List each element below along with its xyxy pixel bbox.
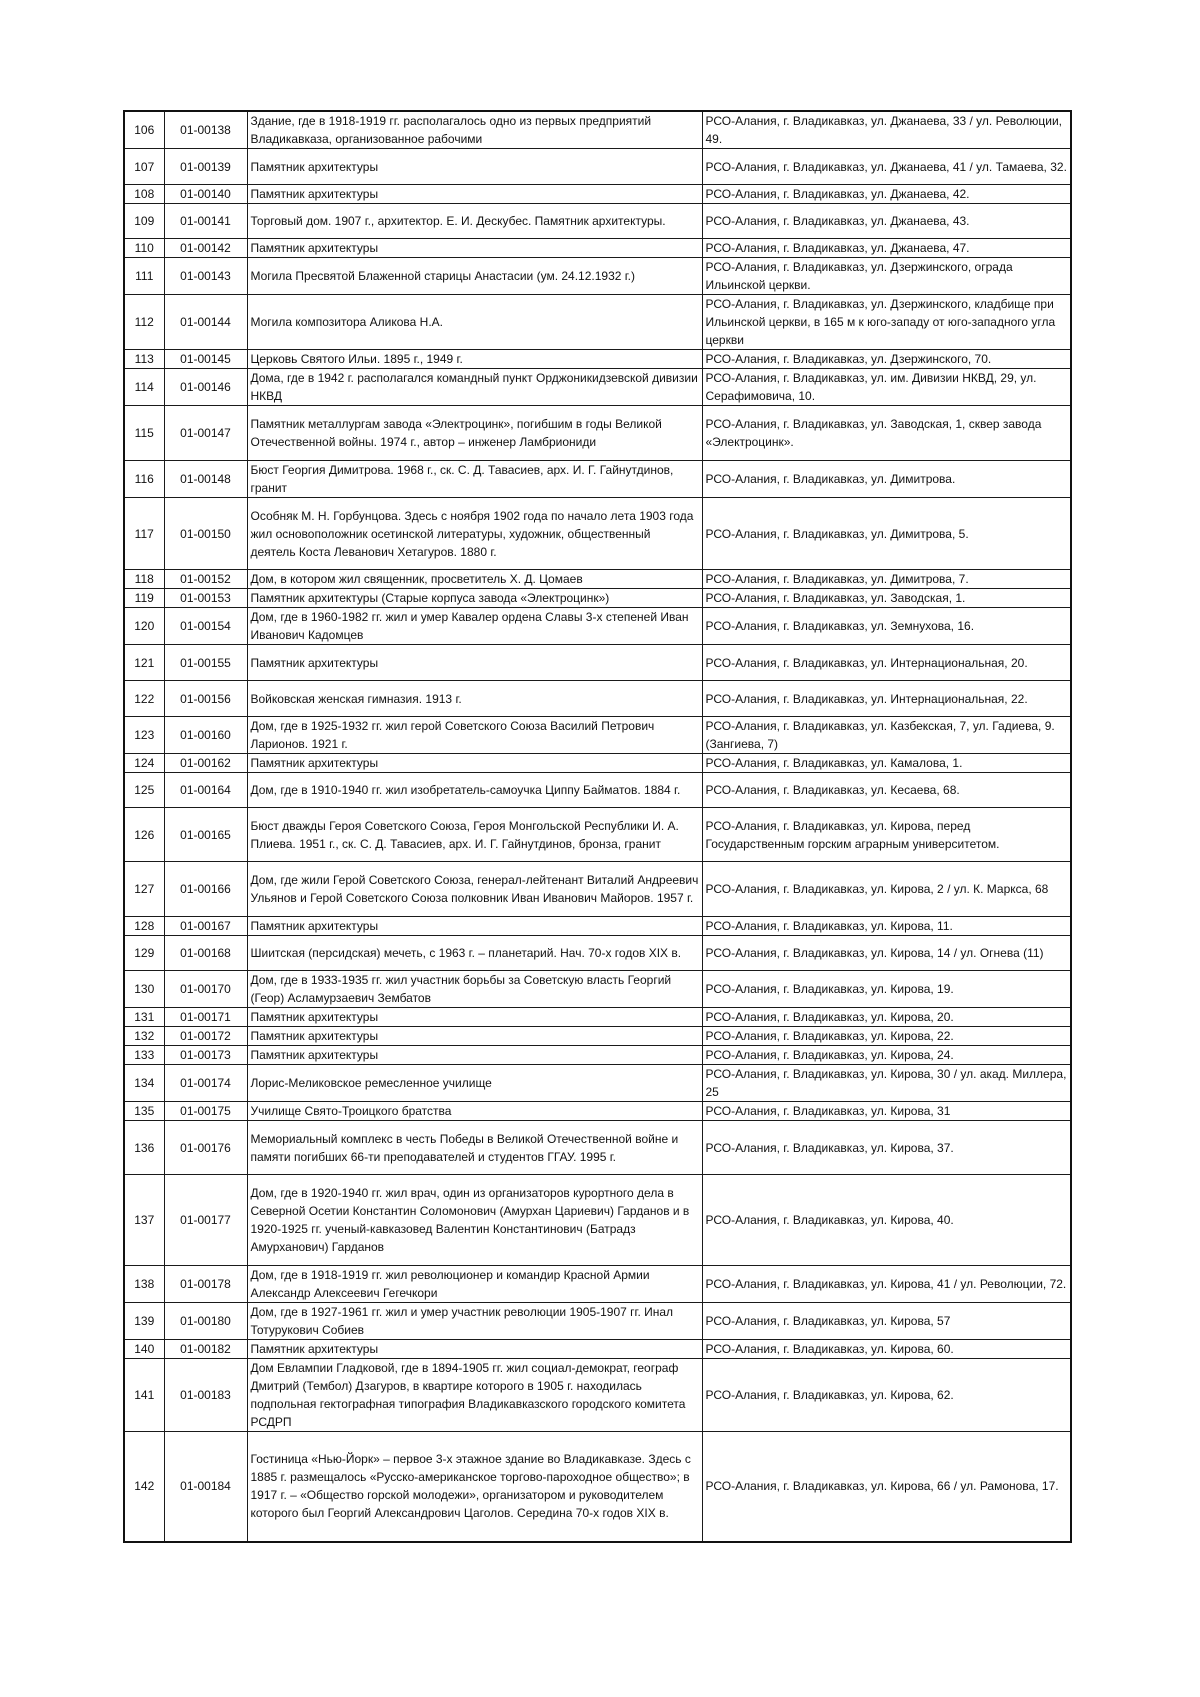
object-description-cell: Памятник архитектуры (247, 917, 702, 936)
row-number-cell: 137 (124, 1175, 164, 1266)
table-row (124, 406, 1071, 461)
object-description-cell: Памятник архитектуры (247, 149, 702, 185)
row-number-cell: 120 (124, 608, 164, 645)
table-row (124, 589, 1071, 608)
object-description-cell: Могила композитора Аликова Н.А. (247, 295, 702, 350)
object-address-cell: РСО-Алания, г. Владикавказ, ул. Заводская, 1. (702, 589, 1071, 608)
registry-code-cell: 01-00164 (164, 773, 247, 808)
table-row (124, 111, 1071, 149)
object-address-cell: РСО-Алания, г. Владикавказ, ул. Джанаева, 42. (702, 185, 1071, 204)
row-number-cell: 108 (124, 185, 164, 204)
table-row (124, 1121, 1071, 1175)
object-description-cell: Здание, где в 1918-1919 гг. располагалось одно из первых предприятий Владикавказа, организованное рабочими (247, 111, 702, 149)
row-number-cell: 107 (124, 149, 164, 185)
row-number-cell: 115 (124, 406, 164, 461)
row-number-cell: 130 (124, 971, 164, 1008)
object-description-cell: Мемориальный комплекс в честь Победы в Великой Отечественной войне и памяти погибших 66-ти преподавателей и студентов ГГАУ. 1995 г. (247, 1121, 702, 1175)
object-address-cell: РСО-Алания, г. Владикавказ, ул. Димитрова, 7. (702, 570, 1071, 589)
object-address-cell: РСО-Алания, г. Владикавказ, ул. Дзержинского, кладбище при Ильинской церкви, в 165 м к юго-западу от юго-западного угла церкви (702, 295, 1071, 350)
row-number-cell: 126 (124, 808, 164, 862)
object-description-cell: Дом, где в 1933-1935 гг. жил участник борьбы за Советскую власть Георгий (Геор) Асламурзаевич Зембатов (247, 971, 702, 1008)
table-row (124, 1027, 1071, 1046)
table-row (124, 258, 1071, 295)
registry-code-cell: 01-00170 (164, 971, 247, 1008)
registry-code-cell: 01-00173 (164, 1046, 247, 1065)
object-description-cell: Дом, где жили Герой Советского Союза, генерал-лейтенант Виталий Андреевич Ульянов и Герой Советского Союза полковник Иван Иванович Майоров. 1957 г. (247, 862, 702, 917)
object-address-cell: РСО-Алания, г. Владикавказ, ул. Кирова, 20. (702, 1008, 1071, 1027)
object-address-cell: РСО-Алания, г. Владикавказ, ул. Интернациональная, 20. (702, 645, 1071, 681)
object-description-cell: Дом, где в 1918-1919 гг. жил революционер и командир Красной Армии Александр Алексеевич Гегечкори (247, 1266, 702, 1303)
row-number-cell: 129 (124, 936, 164, 971)
registry-code-cell: 01-00138 (164, 111, 247, 149)
registry-code-cell: 01-00140 (164, 185, 247, 204)
object-description-cell: Дома, где в 1942 г. располагался командный пункт Орджоникидзевской дивизии НКВД (247, 369, 702, 406)
table-row (124, 917, 1071, 936)
object-description-cell: Дом, где в 1910-1940 гг. жил изобретатель-самоучка Циппу Байматов. 1884 г. (247, 773, 702, 808)
object-description-cell: Памятник архитектуры (247, 645, 702, 681)
row-number-cell: 112 (124, 295, 164, 350)
table-row (124, 971, 1071, 1008)
registry-code-cell: 01-00174 (164, 1065, 247, 1102)
object-address-cell: РСО-Алания, г. Владикавказ, ул. Интернациональная, 22. (702, 681, 1071, 717)
row-number-cell: 141 (124, 1359, 164, 1432)
object-address-cell: РСО-Алания, г. Владикавказ, ул. Димитрова. (702, 461, 1071, 498)
object-address-cell: РСО-Алания, г. Владикавказ, ул. Кирова, 24. (702, 1046, 1071, 1065)
object-address-cell: РСО-Алания, г. Владикавказ, ул. Заводская, 1, сквер завода «Электроцинк». (702, 406, 1071, 461)
registry-code-cell: 01-00178 (164, 1266, 247, 1303)
object-description-cell: Лорис-Меликовское ремесленное училище (247, 1065, 702, 1102)
table-row (124, 645, 1071, 681)
registry-code-cell: 01-00160 (164, 717, 247, 754)
object-address-cell: РСО-Алания, г. Владикавказ, ул. Дзержинского, 70. (702, 350, 1071, 369)
registry-code-cell: 01-00143 (164, 258, 247, 295)
object-address-cell: РСО-Алания, г. Владикавказ, ул. Джанаева, 47. (702, 239, 1071, 258)
table-row (124, 1102, 1071, 1121)
object-address-cell: РСО-Алания, г. Владикавказ, ул. Димитрова, 5. (702, 498, 1071, 570)
registry-code-cell: 01-00147 (164, 406, 247, 461)
row-number-cell: 134 (124, 1065, 164, 1102)
row-number-cell: 116 (124, 461, 164, 498)
object-description-cell: Дом Евлампии Гладковой, где в 1894-1905 гг. жил социал-демократ, географ Дмитрий (Тембол) Дзагуров, в квартире которого в 1905 г. находилась подпольная гектографная типография Владикавказского городского комитета РСДРП (247, 1359, 702, 1432)
object-description-cell: Особняк М. Н. Горбунцова. Здесь с ноября 1902 года по начало лета 1903 года жил основоположник осетинской литературы, художник, общественный деятель Коста Леванович Хетагуров. 1880 г. (247, 498, 702, 570)
object-description-cell: Могила Пресвятой Блаженной старицы Анастасии (ум. 24.12.1932 г.) (247, 258, 702, 295)
object-address-cell: РСО-Алания, г. Владикавказ, ул. Казбекская, 7, ул. Гадиева, 9. (Зангиева, 7) (702, 717, 1071, 754)
table-row (124, 1340, 1071, 1359)
object-description-cell: Памятник металлургам завода «Электроцинк», погибшим в годы Великой Отечественной войны. 1974 г., автор – инженер Ламбриониди (247, 406, 702, 461)
table-row (124, 808, 1071, 862)
table-row (124, 204, 1071, 239)
object-address-cell: РСО-Алания, г. Владикавказ, ул. Кирова, 37. (702, 1121, 1071, 1175)
object-address-cell: РСО-Алания, г. Владикавказ, ул. Кирова, 31 (702, 1102, 1071, 1121)
table-row (124, 754, 1071, 773)
object-description-cell: Памятник архитектуры (247, 1008, 702, 1027)
object-description-cell: Памятник архитектуры (247, 754, 702, 773)
object-description-cell: Памятник архитектуры (247, 1046, 702, 1065)
object-description-cell: Дом, где в 1960-1982 гг. жил и умер Кавалер ордена Славы 3-х степеней Иван Иванович Кадомцев (247, 608, 702, 645)
table-row (124, 149, 1071, 185)
object-description-cell: Памятник архитектуры (Старые корпуса завода «Электроцинк») (247, 589, 702, 608)
registry-code-cell: 01-00152 (164, 570, 247, 589)
registry-code-cell: 01-00184 (164, 1432, 247, 1542)
row-number-cell: 110 (124, 239, 164, 258)
registry-code-cell: 01-00171 (164, 1008, 247, 1027)
registry-code-cell: 01-00162 (164, 754, 247, 773)
row-number-cell: 125 (124, 773, 164, 808)
row-number-cell: 118 (124, 570, 164, 589)
registry-code-cell: 01-00182 (164, 1340, 247, 1359)
table-body (124, 111, 1071, 1542)
object-address-cell: РСО-Алания, г. Владикавказ, ул. Кирова, 14 / ул. Огнева (11) (702, 936, 1071, 971)
row-number-cell: 121 (124, 645, 164, 681)
table-row (124, 295, 1071, 350)
object-address-cell: РСО-Алания, г. Владикавказ, ул. Кирова, 41 / ул. Революции, 72. (702, 1266, 1071, 1303)
object-description-cell: Памятник архитектуры (247, 1340, 702, 1359)
object-description-cell: Дом, где в 1920-1940 гг. жил врач, один из организаторов курортного дела в Северной Осетии Константин Соломонович (Амурхан Цариевич) Гарданов и в 1920-1925 гг. ученый-кавказовед Валентин Константинович (Батрадз Амурханович) Гарданов (247, 1175, 702, 1266)
table-row (124, 498, 1071, 570)
object-description-cell: Дом, где в 1927-1961 гг. жил и умер участник революции 1905-1907 гг. Инал Тотурукович Собиев (247, 1303, 702, 1340)
table-row (124, 717, 1071, 754)
row-number-cell: 111 (124, 258, 164, 295)
object-address-cell: РСО-Алания, г. Владикавказ, ул. Кирова, 19. (702, 971, 1071, 1008)
row-number-cell: 123 (124, 717, 164, 754)
registry-code-cell: 01-00142 (164, 239, 247, 258)
registry-code-cell: 01-00167 (164, 917, 247, 936)
object-description-cell: Училище Свято-Троицкого братства (247, 1102, 702, 1121)
table-row (124, 461, 1071, 498)
registry-code-cell: 01-00155 (164, 645, 247, 681)
object-address-cell: РСО-Алания, г. Владикавказ, ул. Кирова, 11. (702, 917, 1071, 936)
object-address-cell: РСО-Алания, г. Владикавказ, ул. Джанаева, 33 / ул. Революции, 49. (702, 111, 1071, 149)
table-row (124, 1266, 1071, 1303)
registry-code-cell: 01-00139 (164, 149, 247, 185)
registry-code-cell: 01-00141 (164, 204, 247, 239)
object-address-cell: РСО-Алания, г. Владикавказ, ул. Кирова, 22. (702, 1027, 1071, 1046)
row-number-cell: 124 (124, 754, 164, 773)
registry-code-cell: 01-00180 (164, 1303, 247, 1340)
object-address-cell: РСО-Алания, г. Владикавказ, ул. Джанаева, 41 / ул. Тамаева, 32. (702, 149, 1071, 185)
table-row (124, 1175, 1071, 1266)
object-description-cell: Бюст Георгия Димитрова. 1968 г., ск. С. Д. Тавасиев, арх. И. Г. Гайнутдинов, гранит (247, 461, 702, 498)
object-address-cell: РСО-Алания, г. Владикавказ, ул. Джанаева, 43. (702, 204, 1071, 239)
registry-code-cell: 01-00166 (164, 862, 247, 917)
object-address-cell: РСО-Алания, г. Владикавказ, ул. им. Дивизии НКВД, 29, ул. Серафимовича, 10. (702, 369, 1071, 406)
registry-code-cell: 01-00165 (164, 808, 247, 862)
table-row (124, 862, 1071, 917)
row-number-cell: 127 (124, 862, 164, 917)
object-address-cell: РСО-Алания, г. Владикавказ, ул. Кесаева, 68. (702, 773, 1071, 808)
object-description-cell: Шиитская (персидская) мечеть, с 1963 г. – планетарий. Нач. 70-х годов XIX в. (247, 936, 702, 971)
row-number-cell: 131 (124, 1008, 164, 1027)
row-number-cell: 117 (124, 498, 164, 570)
table-row (124, 681, 1071, 717)
object-address-cell: РСО-Алания, г. Владикавказ, ул. Кирова, 62. (702, 1359, 1071, 1432)
table-row (124, 350, 1071, 369)
object-description-cell: Торговый дом. 1907 г., архитектор. Е. И. Дескубес. Памятник архитектуры. (247, 204, 702, 239)
row-number-cell: 109 (124, 204, 164, 239)
table-row (124, 1065, 1071, 1102)
row-number-cell: 142 (124, 1432, 164, 1542)
object-address-cell: РСО-Алания, г. Владикавказ, ул. Дзержинского, ограда Ильинской церкви. (702, 258, 1071, 295)
row-number-cell: 132 (124, 1027, 164, 1046)
heritage-registry-table (123, 110, 1072, 1543)
object-description-cell: Церковь Святого Ильи. 1895 г., 1949 г. (247, 350, 702, 369)
registry-code-cell: 01-00175 (164, 1102, 247, 1121)
object-address-cell: РСО-Алания, г. Владикавказ, ул. Кирова, 60. (702, 1340, 1071, 1359)
registry-code-cell: 01-00177 (164, 1175, 247, 1266)
row-number-cell: 119 (124, 589, 164, 608)
row-number-cell: 128 (124, 917, 164, 936)
registry-code-cell: 01-00154 (164, 608, 247, 645)
row-number-cell: 136 (124, 1121, 164, 1175)
object-description-cell: Дом, в котором жил священник, просветитель Х. Д. Цомаев (247, 570, 702, 589)
object-description-cell: Войковская женская гимназия. 1913 г. (247, 681, 702, 717)
object-address-cell: РСО-Алания, г. Владикавказ, ул. Кирова, 57 (702, 1303, 1071, 1340)
row-number-cell: 106 (124, 111, 164, 149)
table-row (124, 1359, 1071, 1432)
table-row (124, 1008, 1071, 1027)
table-row (124, 773, 1071, 808)
registry-code-cell: 01-00144 (164, 295, 247, 350)
registry-code-cell: 01-00156 (164, 681, 247, 717)
object-description-cell: Памятник архитектуры (247, 1027, 702, 1046)
table-row (124, 369, 1071, 406)
object-address-cell: РСО-Алания, г. Владикавказ, ул. Кирова, 30 / ул. акад. Миллера, 25 (702, 1065, 1071, 1102)
table-row (124, 570, 1071, 589)
registry-code-cell: 01-00172 (164, 1027, 247, 1046)
registry-code-cell: 01-00146 (164, 369, 247, 406)
registry-code-cell: 01-00168 (164, 936, 247, 971)
object-address-cell: РСО-Алания, г. Владикавказ, ул. Кирова, 2 / ул. К. Маркса, 68 (702, 862, 1071, 917)
table-row (124, 239, 1071, 258)
row-number-cell: 133 (124, 1046, 164, 1065)
object-address-cell: РСО-Алания, г. Владикавказ, ул. Камалова, 1. (702, 754, 1071, 773)
row-number-cell: 135 (124, 1102, 164, 1121)
object-description-cell: Памятник архитектуры (247, 185, 702, 204)
row-number-cell: 113 (124, 350, 164, 369)
row-number-cell: 114 (124, 369, 164, 406)
object-description-cell: Бюст дважды Героя Советского Союза, Героя Монгольской Республики И. А. Плиева. 1951 г., ск. С. Д. Тавасиев, арх. И. Г. Гайнутдинов, бронза, гранит (247, 808, 702, 862)
registry-code-cell: 01-00183 (164, 1359, 247, 1432)
registry-code-cell: 01-00153 (164, 589, 247, 608)
object-description-cell: Дом, где в 1925-1932 гг. жил герой Советского Союза Василий Петрович Ларионов. 1921 г. (247, 717, 702, 754)
table-row (124, 1303, 1071, 1340)
table-row (124, 608, 1071, 645)
table-row (124, 1432, 1071, 1542)
object-description-cell: Памятник архитектуры (247, 239, 702, 258)
row-number-cell: 139 (124, 1303, 164, 1340)
registry-code-cell: 01-00148 (164, 461, 247, 498)
object-address-cell: РСО-Алания, г. Владикавказ, ул. Земнухова, 16. (702, 608, 1071, 645)
registry-code-cell: 01-00150 (164, 498, 247, 570)
table-row (124, 1046, 1071, 1065)
object-description-cell: Гостиница «Нью-Йорк» – первое 3-х этажное здание во Владикавказе. Здесь с 1885 г. размещалось «Русско-американское торгово-пароходное общество»; в 1917 г. – «Общество горской молодежи», организатором и руководителем которого был Георгий Александрович Цаголов. Середина 70-х годов XIX в. (247, 1432, 702, 1542)
registry-code-cell: 01-00145 (164, 350, 247, 369)
object-address-cell: РСО-Алания, г. Владикавказ, ул. Кирова, 40. (702, 1175, 1071, 1266)
table-row (124, 936, 1071, 971)
row-number-cell: 140 (124, 1340, 164, 1359)
object-address-cell: РСО-Алания, г. Владикавказ, ул. Кирова, 66 / ул. Рамонова, 17. (702, 1432, 1071, 1542)
row-number-cell: 122 (124, 681, 164, 717)
registry-code-cell: 01-00176 (164, 1121, 247, 1175)
object-address-cell: РСО-Алания, г. Владикавказ, ул. Кирова, перед Государственным горским аграрным университетом. (702, 808, 1071, 862)
row-number-cell: 138 (124, 1266, 164, 1303)
table-row (124, 185, 1071, 204)
